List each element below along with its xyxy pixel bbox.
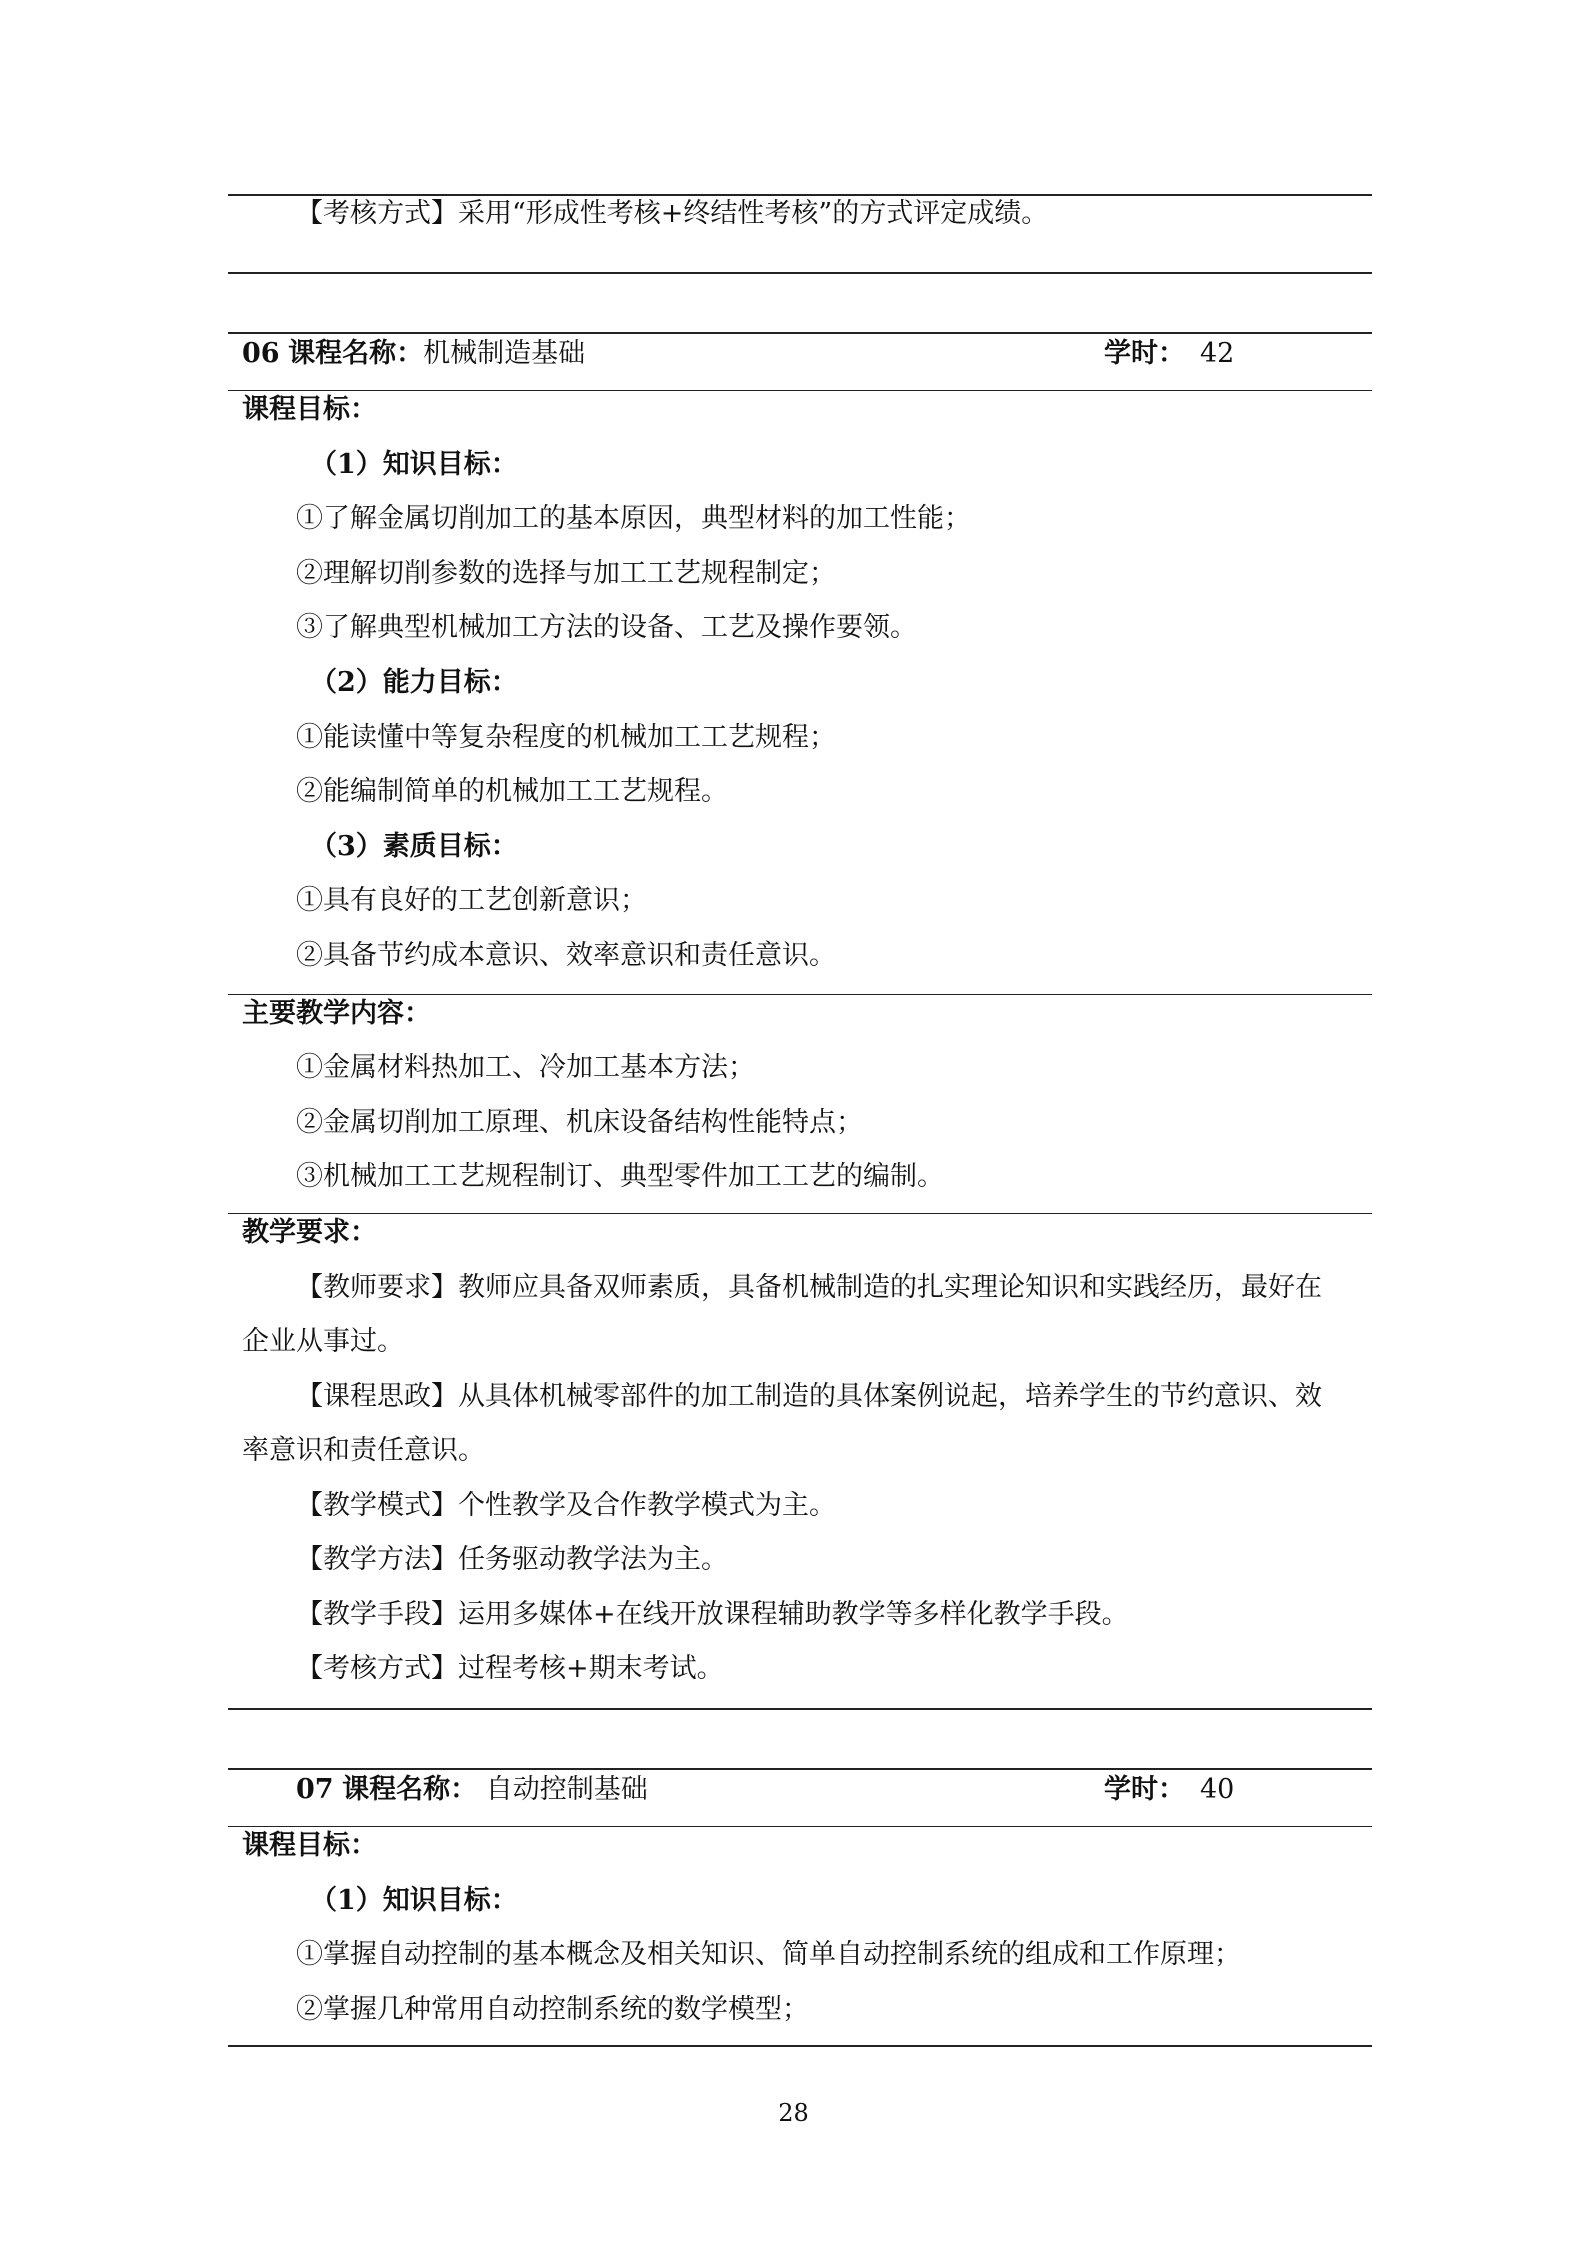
course06-assessment: 【考核方式】过程考核+期末考试。 bbox=[296, 1653, 724, 1684]
course06-content-item: ③机械加工工艺规程制订、典型零件加工工艺的编制。 bbox=[296, 1161, 944, 1192]
course06-teaching-means: 【教学手段】运用多媒体+在线开放课程辅助教学等多样化教学手段。 bbox=[296, 1599, 1129, 1630]
course06-name-label: 课程名称： bbox=[288, 338, 424, 369]
course07-hours-label: 学时： bbox=[1104, 1774, 1185, 1805]
course06-header bbox=[242, 336, 585, 372]
course06-ability-item: ①能读懂中等复杂程度的机械加工工艺规程； bbox=[296, 722, 836, 753]
page-number: 28 bbox=[778, 2099, 809, 2127]
course06-ideology: 【课程思政】从具体机械零部件的加工制造的具体案例说起，培养学生的节约意识、效 bbox=[296, 1381, 1322, 1412]
course07-hours: 40 bbox=[1200, 1774, 1235, 1805]
course07-knowledge-title: （1）知识目标： bbox=[310, 1885, 518, 1916]
course06-teaching-mode: 【教学模式】个性教学及合作教学模式为主。 bbox=[296, 1490, 836, 1521]
course06-content-item: ①金属材料热加工、冷加工基本方法； bbox=[296, 1052, 755, 1083]
course06-objectives-divider bbox=[228, 994, 1372, 995]
course07-name-label: 课程名称： bbox=[342, 1774, 478, 1805]
course07-top-border bbox=[228, 1768, 1372, 1770]
course06-content-title: 主要教学内容： bbox=[242, 998, 431, 1029]
course07-knowledge-item: ①掌握自动控制的基本概念及相关知识、简单自动控制系统的组成和工作原理； bbox=[296, 1939, 1241, 1970]
course07-knowledge-item: ②掌握几种常用自动控制系统的数学模型； bbox=[296, 1994, 809, 2025]
course06-top-border bbox=[228, 332, 1372, 334]
course06-name: 机械制造基础 bbox=[423, 338, 586, 369]
table-bottom-border bbox=[228, 272, 1372, 274]
course06-requirements-title: 教学要求： bbox=[242, 1217, 377, 1248]
course06-teacher-requirement-cont: 企业从事过。 bbox=[242, 1326, 404, 1357]
top-assessment-text: 【考核方式】采用“形成性考核+终结性考核”的方式评定成绩。 bbox=[296, 198, 1049, 229]
course06-knowledge-item: ①了解金属切削加工的基本原因，典型材料的加工性能； bbox=[296, 503, 971, 534]
course07-objectives-title: 课程目标： bbox=[242, 1830, 377, 1861]
course06-bottom-border bbox=[228, 1708, 1372, 1710]
course07-name: 自动控制基础 bbox=[485, 1774, 648, 1805]
course06-hours: 42 bbox=[1200, 338, 1235, 369]
course06-ability-title: （2）能力目标： bbox=[310, 667, 518, 698]
course06-number: 06 bbox=[242, 338, 280, 369]
course07-bottom-border bbox=[228, 2045, 1372, 2047]
course06-content-divider bbox=[228, 1213, 1372, 1214]
course06-teaching-method: 【教学方法】任务驱动教学法为主。 bbox=[296, 1544, 728, 1575]
course06-content-item: ②金属切削加工原理、机床设备结构性能特点； bbox=[296, 1107, 863, 1138]
course06-quality-item: ②具备节约成本意识、效率意识和责任意识。 bbox=[296, 940, 836, 971]
course06-header-divider bbox=[228, 390, 1372, 391]
course06-knowledge-item: ②理解切削参数的选择与加工工艺规程制定； bbox=[296, 558, 836, 589]
course06-knowledge-item: ③了解典型机械加工方法的设备、工艺及操作要领。 bbox=[296, 612, 917, 643]
course06-ability-item: ②能编制简单的机械加工工艺规程。 bbox=[296, 776, 728, 807]
course06-quality-title: （3）素质目标： bbox=[310, 831, 518, 862]
course06-quality-item: ①具有良好的工艺创新意识； bbox=[296, 885, 647, 916]
course06-teacher-requirement: 【教师要求】教师应具备双师素质，具备机械制造的扎实理论知识和实践经历，最好在 bbox=[296, 1272, 1322, 1303]
course06-knowledge-title: （1）知识目标： bbox=[310, 449, 518, 480]
course06-hours-label: 学时： bbox=[1104, 338, 1185, 369]
course06-objectives-title: 课程目标： bbox=[242, 394, 377, 425]
course07-header bbox=[296, 1772, 648, 1808]
course07-number: 07 bbox=[296, 1774, 334, 1805]
course07-header-divider bbox=[228, 1826, 1372, 1827]
course06-ideology-cont: 率意识和责任意识。 bbox=[242, 1435, 485, 1466]
